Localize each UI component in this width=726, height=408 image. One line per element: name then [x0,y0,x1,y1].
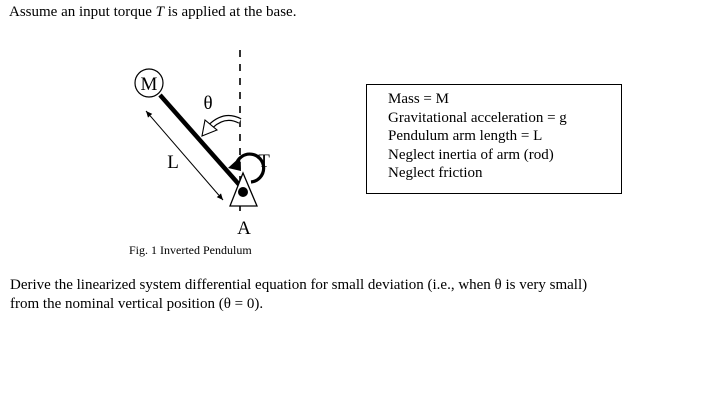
parameters-box [366,84,622,194]
param-arm-length: Pendulum arm length = L [388,128,543,144]
length-label: L [167,152,179,173]
question-text [10,276,587,314]
angle-arrow-icon [202,118,240,136]
intro-prefix: Assume an input torque [9,4,156,20]
param-mass: Mass = M [388,91,449,107]
pivot-point [238,187,248,197]
param-gravity: Gravitational acceleration = g [388,109,567,126]
pivot-label: A [237,218,251,239]
mass-label: M [140,74,158,95]
param-neglect-inertia: Neglect inertia of arm (rod) [388,146,554,163]
question-line-2: from the nominal vertical position (θ = 0). [10,296,264,312]
param-neglect-friction: Neglect friction [388,165,483,181]
figure-caption: Fig. 1 Inverted Pendulum [129,243,252,257]
angle-label: θ [203,93,213,114]
torque-label: T [258,151,270,172]
question-line-1: Derive the linearized system differential equation for small deviation (i.e., when θ is very small) [10,277,588,293]
intro-suffix: is applied at the base. [164,4,297,20]
torque-variable: T [155,4,164,20]
